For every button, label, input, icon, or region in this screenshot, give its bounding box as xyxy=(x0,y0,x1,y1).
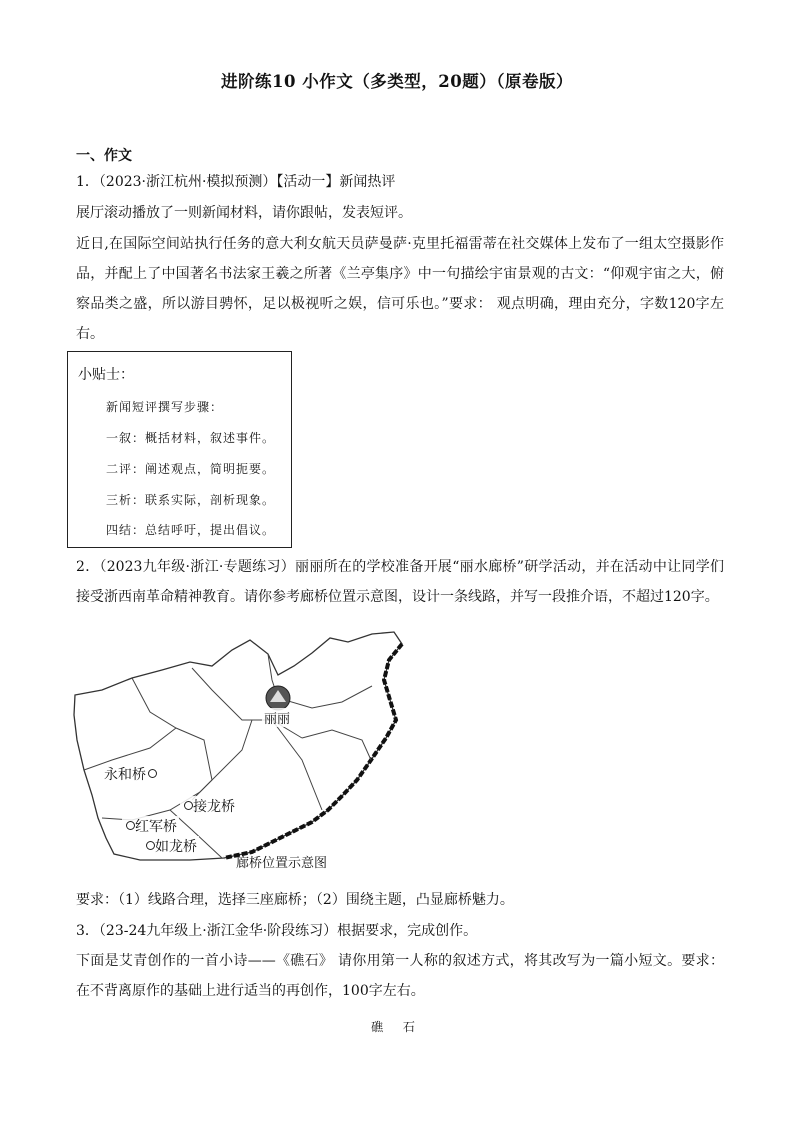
document-title: 进阶练10 小作文（多类型，20题）（原卷版） xyxy=(221,72,573,91)
tips-title: 小贴士： xyxy=(78,367,134,383)
map-label-yonghe: 永和桥 xyxy=(102,764,159,784)
question-2-requirement: 要求：（1）线路合理，选择三座廊桥；（2）围绕主题，凸显廊桥魅力。 xyxy=(76,892,514,908)
tips-step: 二评：阐述观点，简明扼要。 xyxy=(106,462,276,476)
map-label-lili: 丽丽 xyxy=(262,708,292,727)
tips-step: 三析：联系实际，剖析现象。 xyxy=(106,493,276,507)
question-1-body: 近日,在国际空间站执行任务的意大利女航天员萨曼萨·克里托福雷蒂在社交媒体上发布了一组太空摄影作品，并配上了中国著名书法家王羲之所著《兰亭集序》中一句描绘宇宙景观的古文：“仰观宇宙之大，俯察品类之盛，所以游目骋怀，足以极视听之娱，信可乐也。”要求： 观点明确，理由充分，字数120字左右。 xyxy=(76,236,724,342)
question-1-header: 1．（2023·浙江杭州·模拟预测）【活动一】新闻热评 xyxy=(76,174,396,190)
map-outline xyxy=(72,620,412,880)
location-pin-icon xyxy=(184,801,193,810)
location-pin-icon xyxy=(146,841,155,850)
question-3-header: 3．（23-24九年级上·浙江金华·阶段练习）根据要求，完成创作。 xyxy=(76,923,478,939)
poem-title: 礁 石 xyxy=(371,1020,423,1034)
section-heading: 一、作文 xyxy=(76,148,132,164)
location-pin-icon xyxy=(148,769,157,778)
tips-subtitle: 新闻短评撰写步骤： xyxy=(106,400,224,414)
question-3-body: 下面是艾青创作的一首小诗——《礁石》 请你用第一人称的叙述方式，将其改写为一篇小短文。要求：在不背离原作的基础上进行适当的再创作，100字左右。 xyxy=(76,953,724,999)
bridge-location-map xyxy=(72,620,412,880)
question-1-intro: 展厅滚动播放了一则新闻材料，请你跟帖，发表短评。 xyxy=(76,205,412,221)
question-2-body: 2．（2023九年级·浙江·专题练习）丽丽所在的学校准备开展“丽水廊桥”研学活动，并在活动中让同学们接受浙西南革命精神教育。请你参考廊桥位置示意图，设计一条线路，并写一段推介语，不超过120字。 xyxy=(76,559,724,605)
map-label-rulong: 如龙桥 xyxy=(142,836,199,856)
location-pin-icon xyxy=(126,821,135,830)
tips-step: 四结：总结呼吁，提出倡议。 xyxy=(106,523,276,537)
tips-box xyxy=(67,351,292,548)
tips-step: 一叙：概括材料，叙述事件。 xyxy=(106,431,276,445)
map-label-hongjun: 红军桥 xyxy=(122,816,179,836)
map-caption: 廊桥位置示意图 xyxy=(236,856,328,871)
map-label-jielong: 接龙桥 xyxy=(180,796,237,816)
